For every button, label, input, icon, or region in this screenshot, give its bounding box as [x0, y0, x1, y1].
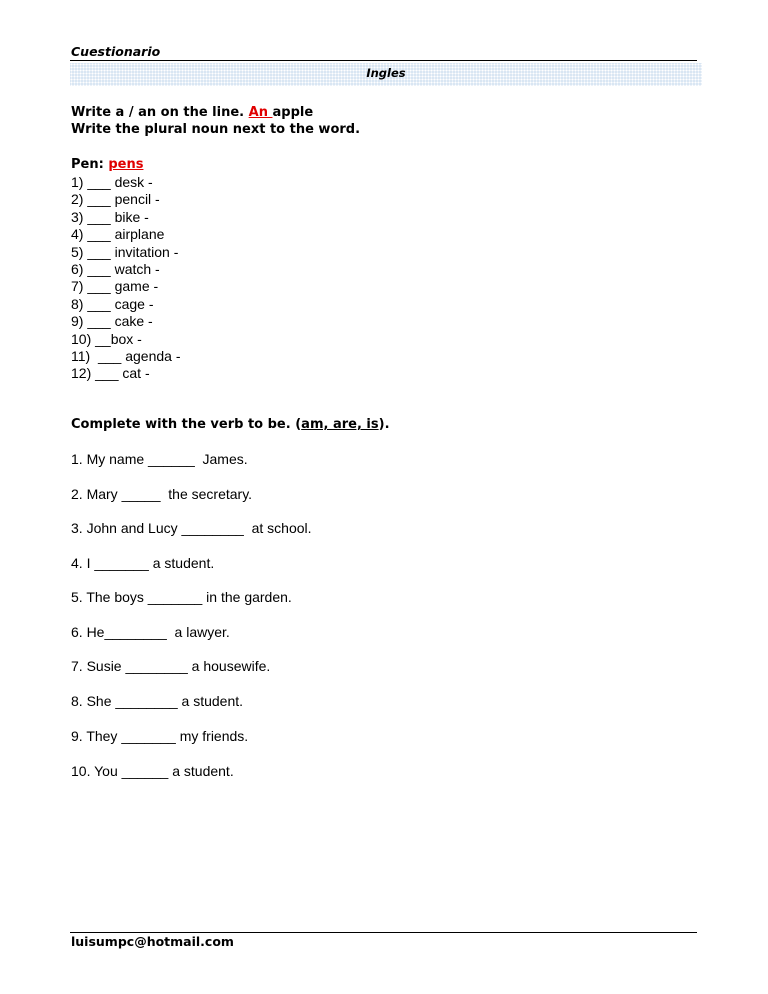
list-item: 2) ___ pencil - — [71, 191, 160, 208]
verb-heading-text: Complete with the verb to be. ( — [71, 417, 302, 432]
plural-exercise-list — [71, 174, 181, 383]
list-item: 4) ___ airplane — [71, 226, 165, 243]
list-item: 12) ___ cat - — [71, 365, 150, 382]
verb-heading-options: am, are, is — [301, 417, 379, 432]
list-item: 3) ___ bike - — [71, 208, 149, 225]
list-item: 8) ___ cage - — [71, 295, 154, 312]
plural-example-answer: pens — [108, 157, 144, 172]
plural-example-label: Pen: — [71, 157, 109, 172]
sentence-item: 6. He________ a lawyer. — [71, 624, 230, 640]
verb-heading-close: ). — [378, 417, 390, 432]
instruction-a-an — [71, 105, 313, 120]
sentence-item: 9. They _______ my friends. — [71, 728, 249, 744]
plural-example — [71, 157, 143, 172]
subject-label: Ingles — [366, 66, 406, 80]
instruction-a-an-text: Write a / an on the line. — [71, 105, 249, 120]
footer-email: luisumpc@hotmail.com — [71, 934, 234, 949]
sentence-item: 8. She ________ a student. — [71, 693, 244, 709]
sentence-item: 7. Susie ________ a housewife. — [71, 658, 271, 674]
list-item: 10) __box - — [71, 330, 142, 347]
list-item: 9) ___ cake - — [71, 313, 153, 330]
list-item: 6) ___ watch - — [71, 260, 160, 277]
list-item: 5) ___ invitation - — [71, 243, 179, 260]
list-item: 1) ___ desk - — [71, 174, 153, 190]
sentence-item: 1. My name ______ James. — [71, 451, 248, 467]
sentence-item: 3. John and Lucy ________ at school. — [71, 520, 312, 536]
subject-band — [70, 63, 702, 86]
list-item: 7) ___ game - — [71, 278, 159, 295]
verb-to-be-heading — [71, 417, 390, 432]
sentence-item: 10. You ______ a student. — [71, 763, 234, 779]
sentence-item: 2. Mary _____ the secretary. — [71, 486, 253, 502]
sentence-item: 5. The boys _______ in the garden. — [71, 589, 292, 605]
instruction-a-an-word: apple — [272, 105, 314, 120]
instruction-plural: Write the plural noun next to the word. — [71, 122, 361, 137]
list-item: 11) ___ agenda - — [71, 347, 181, 364]
header-rule — [70, 60, 697, 61]
instruction-a-an-answer: An — [248, 105, 273, 120]
document-header-title: Cuestionario — [71, 44, 161, 59]
sentence-item: 4. I _______ a student. — [71, 555, 215, 571]
footer-rule — [70, 932, 697, 933]
